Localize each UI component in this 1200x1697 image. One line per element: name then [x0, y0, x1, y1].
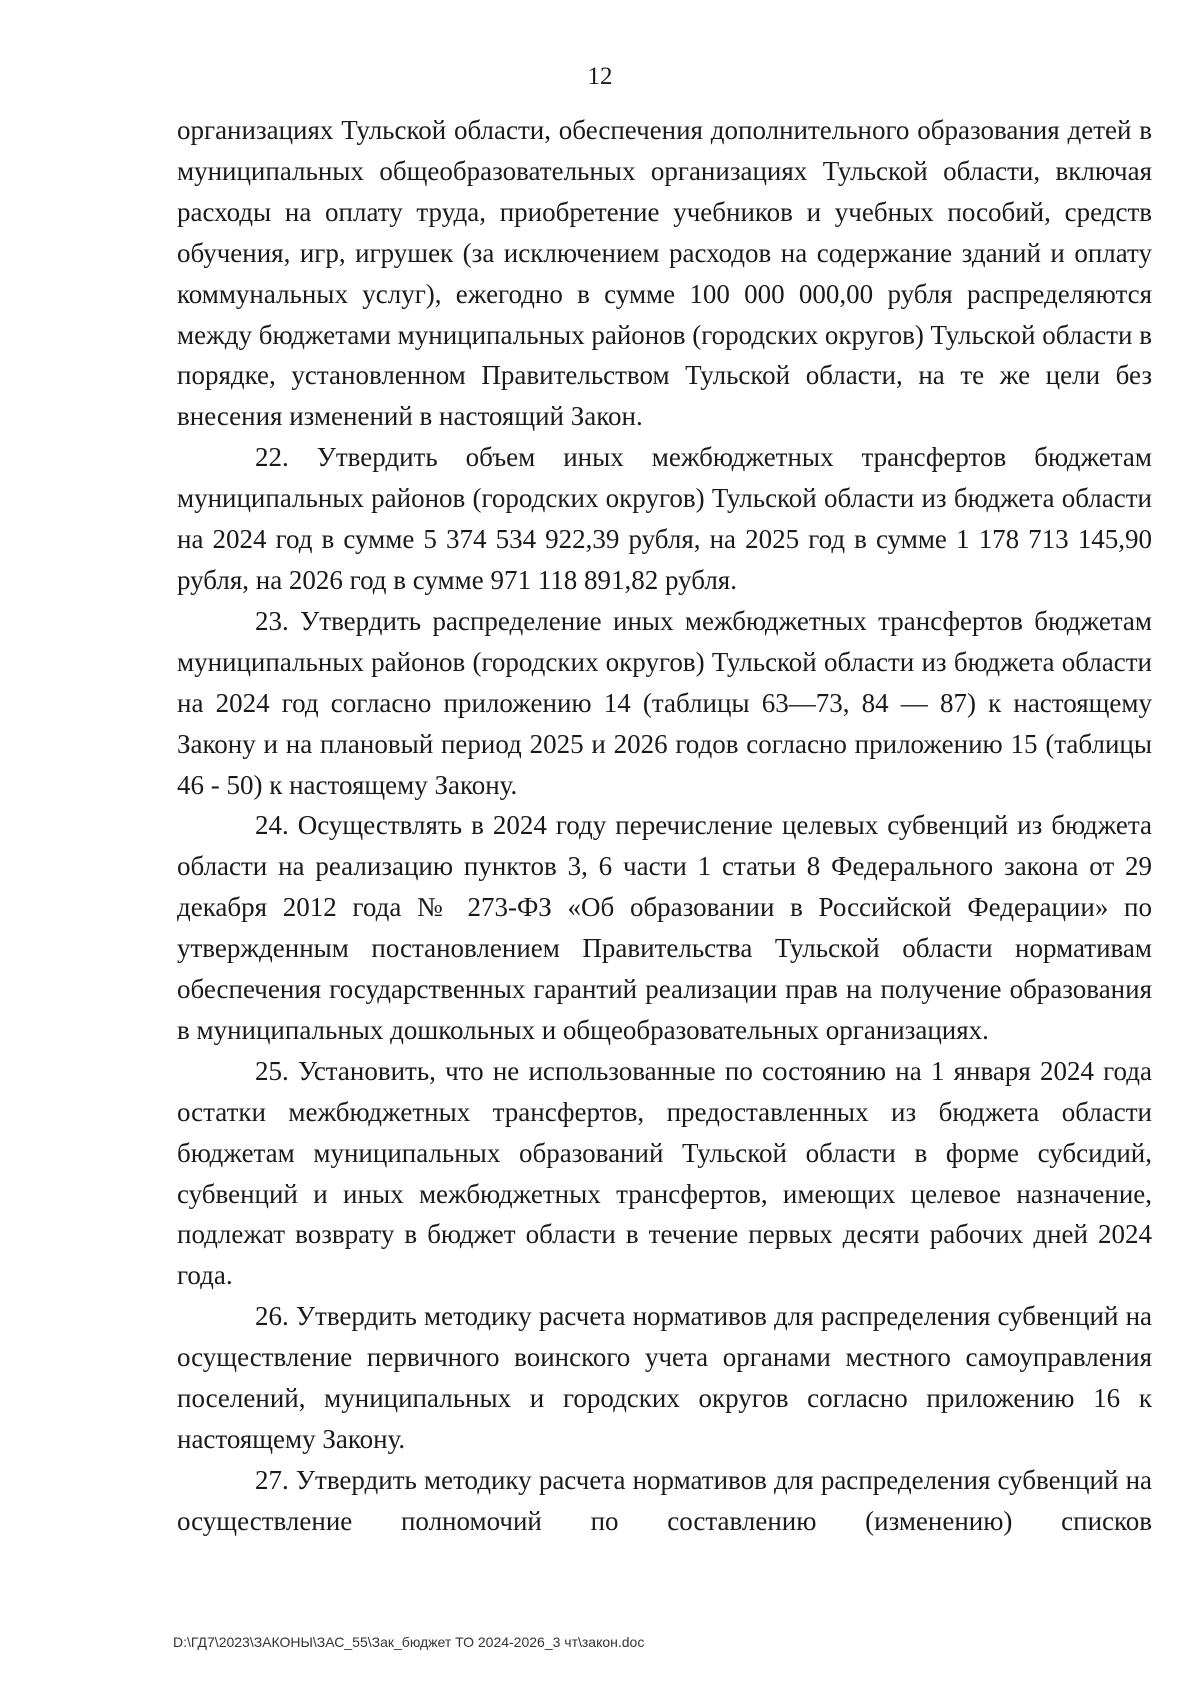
footer-file-path: D:\ГД7\2023\ЗАКОНЫ\ЗАС_55\Зак_бюджет ТО 2024-2026_3 чт\закон.doc [173, 1634, 645, 1650]
paragraph-item-26: 26. Утвердить методику расчета нормативов для распределения субвенций на осуществление первичного воинского учета органами местного самоуправления поселений, муниципальных и городских округов согласно приложению 16 к настоящему Закону. [177, 1301, 1152, 1454]
page-number: 12 [587, 63, 613, 90]
paragraph-continuation: организациях Тульской области, обеспечения дополнительного образования детей в муниципальных общеобразовательных организациях Тульской области, включая расходы на оплату труда, приобретение учебников и учебных пособий, средств обучения, игр, игрушек (за исключением расходов на содержание зданий и оплату коммунальных услуг), ежегодно в сумме 100 000 000,00 рубля распределяются между бюджетами муниципальных районов (городских округов) Тульской области в порядке, установленном Правительством Тульской области, на те же цели без внесения изменений в настоящий Закон. [177, 115, 1152, 432]
paragraph-item-27: 27. Утвердить методику расчета нормативов для распределения субвенций на осуществление полномочий по составлению (изменению) списков [177, 1464, 1152, 1536]
paragraph-item-22: 22. Утвердить объем иных межбюджетных трансфертов бюджетам муниципальных районов (городских округов) Тульской области из бюджета области на 2024 год в сумме 5 374 534 922,39 рубля, на 2025 год в сумме 1 178 713 145,90 рубля, на 2026 год в сумме 971 118 891,82 рубля. [177, 442, 1152, 595]
paragraph-item-25: 25. Установить, что не использованные по состоянию на 1 января 2024 года остатки межбюджетных трансфертов, предоставленных из бюджета области бюджетам муниципальных образований Тульской области в форме субсидий, субвенций и иных межбюджетных трансфертов, имеющих целевое назначение, подлежат возврату в бюджет области в течение первых десяти рабочих дней 2024 года. [177, 1055, 1152, 1291]
paragraph-item-23: 23. Утвердить распределение иных межбюджетных трансфертов бюджетам муниципальных районов (городских округов) Тульской области из бюджета области на 2024 год согласно приложению 14 (таблицы 63—73, 84 — 87) к настоящему Закону и на плановый период 2025 и 2026 годов согласно приложению 15 (таблицы 46 - 50) к настоящему Закону. [177, 605, 1152, 800]
document-body [177, 110, 1152, 1542]
paragraph-item-24: 24. Осуществлять в 2024 году перечисление целевых субвенций из бюджета области на реализацию пунктов 3, 6 части 1 статьи 8 Федерального закона от 29 декабря 2012 года № 273-ФЗ «Об образовании в Российской Федерации» по утвержденным постановлением Правительства Тульской области нормативам обеспечения государственных гарантий реализации прав на получение образования в муниципальных дошкольных и общеобразовательных организациях. [177, 810, 1152, 1045]
